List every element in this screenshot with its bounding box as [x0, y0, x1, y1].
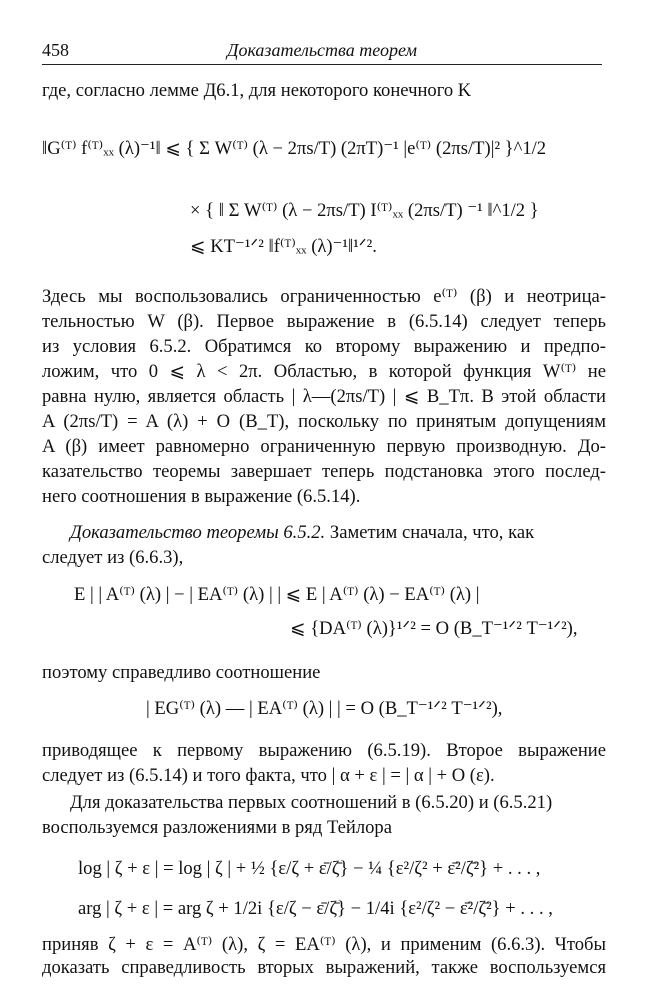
text-line: казательство теоремы завершает теперь подстановка этого послед-: [42, 461, 606, 482]
text-line: воспользуемся разложениями в ряд Тейлора: [42, 817, 392, 838]
formula-2-line-1: E | | A⁽ᵀ⁾ (λ) | − | EA⁽ᵀ⁾ (λ) | | ⩽ E | A⁽ᵀ⁾ (λ) − EA⁽ᵀ⁾ (λ) |: [74, 584, 480, 605]
formula-4-log: log | ζ + ε | = log | ζ | + ½ {ε/ζ + ε̄/ζ̄} − ¼ {ε²/ζ² + ε̄²/ζ̄²} + . . . ,: [78, 858, 541, 879]
intro-line: где, согласно лемме Д6.1, для некоторого конечного K: [42, 80, 472, 101]
proof-heading-line: [70, 522, 534, 544]
text-line: доказать справедливость вторых выражений, также воспользуемся: [42, 957, 606, 978]
text-line: равна нулю, является область | λ—(2πs/T) | ⩽ B_Tπ. В этой области: [42, 386, 606, 407]
text-line: следует из (6.6.3),: [42, 547, 184, 568]
page-number: 458: [42, 40, 69, 60]
text-line: A (2πs/T) = A (λ) + O (B_T), поскольку по принятым допущениям: [42, 411, 606, 432]
formula-1-line-2: × { ‖ Σ W⁽ᵀ⁾ (λ − 2πs/T) I⁽ᵀ⁾ₓₓ (2πs/T) ⁻¹ ‖^1/2 }: [190, 200, 539, 221]
text-line: Здесь мы воспользовались ограниченностью e⁽ᵀ⁾ (β) и неотрица-: [42, 286, 606, 307]
text-line: приводящее к первому выражению (6.5.19). Второе выражение: [42, 740, 606, 761]
formula-2-line-2: ⩽ {DA⁽ᵀ⁾ (λ)}¹ᐟ² = O (B_T⁻¹ᐟ² T⁻¹ᐟ²),: [290, 618, 578, 639]
formula-1-line-3: ⩽ KT⁻¹ᐟ² ‖f⁽ᵀ⁾ₓₓ (λ)⁻¹‖¹ᐟ².: [190, 236, 377, 257]
text-line: тельностью W (β). Первое выражение в (6.5.14) следует теперь: [42, 311, 606, 332]
text-line: него соотношения в выражение (6.5.14).: [42, 486, 361, 507]
formula-1-line-1: ‖G⁽ᵀ⁾ f⁽ᵀ⁾ₓₓ (λ)⁻¹‖ ⩽ { Σ W⁽ᵀ⁾ (λ − 2πs/T) (2πT)⁻¹ |e⁽ᵀ⁾ (2πs/T)|² }^1/2: [42, 138, 547, 159]
formula-3: | EG⁽ᵀ⁾ (λ) — | EA⁽ᵀ⁾ (λ) | | = O (B_T⁻¹ᐟ² T⁻¹ᐟ²),: [146, 698, 503, 719]
text-line: Для доказательства первых соотношений в (6.5.20) и (6.5.21): [70, 792, 553, 813]
text-line: следует из (6.5.14) и того факта, что | α + ε | = | α | + O (ε).: [42, 765, 495, 786]
text-line: приняв ζ + ε = A⁽ᵀ⁾ (λ), ζ = EA⁽ᵀ⁾ (λ), и применим (6.6.3). Чтобы: [42, 934, 606, 955]
proof-rest: Заметим сначала, что, как: [329, 522, 535, 543]
text-line: ложим, что 0 ⩽ λ < 2π. Областью, в которой функция W⁽ᵀ⁾ не: [42, 361, 606, 382]
formula-4-arg: arg | ζ + ε | = arg ζ + 1/2i {ε/ζ − ε̄/ζ̄} − 1/4i {ε²/ζ² − ε̄²/ζ̄²} + . . . ,: [78, 898, 553, 919]
text-line: A (β) имеет равномерно ограниченную первую производную. До-: [42, 436, 606, 457]
text-line: поэтому справедливо соотношение: [42, 662, 321, 683]
running-header: [42, 40, 602, 65]
proof-title: Доказательство теоремы 6.5.2.: [70, 522, 326, 543]
running-title: Доказательства теорем: [227, 40, 417, 60]
text-line: из условия 6.5.2. Обратимся ко второму выражению и предпо-: [42, 336, 606, 357]
